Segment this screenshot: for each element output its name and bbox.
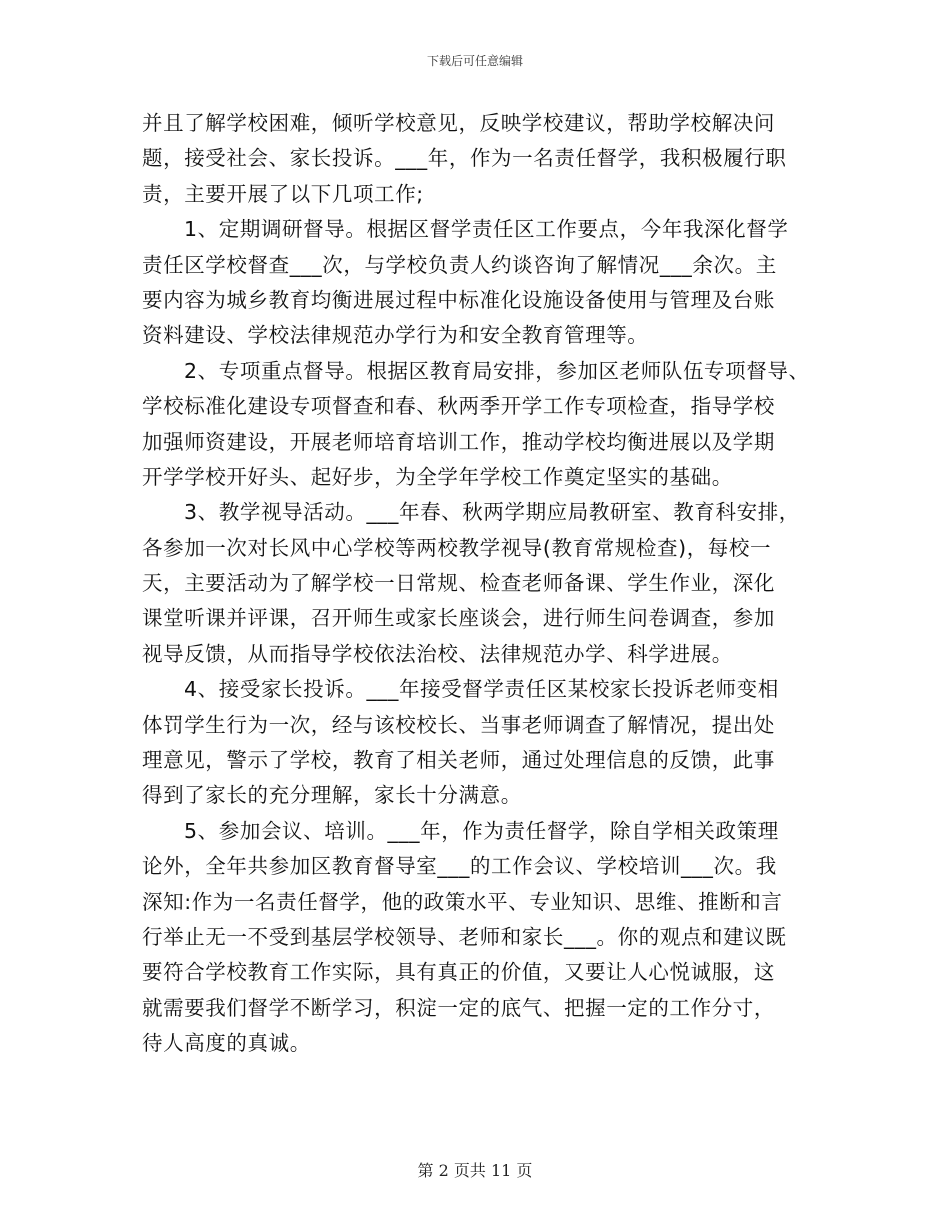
paragraph-start-line: 5、参加会议、培训。___年，作为责任督学，除自学相关政策理: [184, 818, 779, 843]
text-line: 题，接受社会、家长投诉。___年，作为一名责任督学，我积极履行职: [142, 146, 787, 171]
text-line: 资料建设、学校法律规范办学行为和安全教育管理等。: [142, 323, 649, 348]
text-line: 开学学校开好头、起好步，为全学年学校工作奠定坚实的基础。: [142, 464, 733, 489]
document-body: [142, 106, 832, 1062]
text-line: 课堂听课并评课，召开师生或家长座谈会，进行师生问卷调查，参加: [142, 606, 775, 631]
text-line: 待人高度的真诚。: [142, 1031, 311, 1056]
text-line: 各参加一次对长风中心学校等两校教学视导(教育常规检查)，每校一: [142, 535, 772, 560]
page-number: 第 2 页共 11 页: [417, 1161, 533, 1180]
text-line: 视导反馈，从而指导学校依法治校、法律规范办学、科学进展。: [142, 641, 733, 666]
text-line: 责，主要开展了以下几项工作;: [142, 181, 424, 206]
text-line: 并且了解学校困难，倾听学校意见，反映学校建议，帮助学校解决问: [142, 111, 775, 135]
text-line: 体罚学生行为一次，经与该校校长、当事老师调查了解情况，提出处: [142, 712, 775, 737]
text-line: 理意见，警示了学校，教育了相关老师，通过处理信息的反馈，此事: [142, 748, 775, 773]
paragraph-start-line: 4、接受家长投诉。___年接受督学责任区某校家长投诉老师变相: [184, 677, 779, 702]
text-line: 行举止无一不受到基层学校领导、老师和家长___。你的观点和建议既: [142, 924, 787, 949]
text-line: 要内容为城乡教育均衡进展过程中标准化设施设备使用与管理及台账: [142, 287, 775, 312]
text-line: 学校标准化建设专项督查和春、秋两季开学工作专项检查，指导学校: [142, 394, 775, 419]
paragraph-start-line: 2、专项重点督导。根据区教育局安排，参加区老师队伍专项督导、: [184, 358, 810, 383]
text-line: 论外，全年共参加区教育督导室___的工作会议、学校培训___次。我: [142, 854, 777, 879]
page-header: 下载后可任意编辑: [426, 54, 523, 68]
text-line: 责任区学校督查___次，与学校负责人约谈咨询了解情况___余次。主: [142, 252, 777, 277]
text-line: 深知:作为一名责任督学，他的政策水平、专业知识、思维、推断和言: [142, 889, 783, 914]
paragraph-start-line: 1、定期调研督导。根据区督学责任区工作要点，今年我深化督学: [184, 217, 789, 242]
text-line: 天，主要活动为了解学校一日常规、检查老师备课、学生作业，深化: [142, 571, 775, 596]
text-line: 就需要我们督学不断学习，积淀一定的底气、把握一定的工作分寸，: [142, 995, 775, 1020]
paragraph-start-line: 3、教学视导活动。___年春、秋两学期应局教研室、教育科安排，: [184, 500, 800, 525]
text-line: 加强师资建设，开展老师培育培训工作，推动学校均衡进展以及学期: [142, 429, 775, 454]
text-line: 得到了家长的充分理解，家长十分满意。: [142, 783, 522, 808]
text-line: 要符合学校教育工作实际，具有真正的价值，又要让人心悦诚服，这: [142, 960, 775, 985]
